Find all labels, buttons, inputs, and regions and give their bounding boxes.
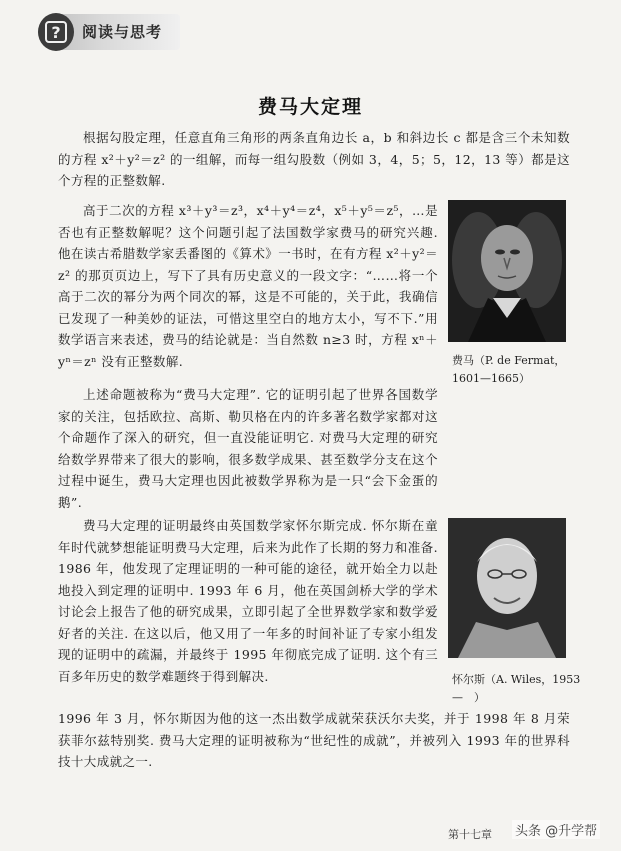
paragraph-wiles-proof: 费马大定理的证明最终由英国数学家怀尔斯完成. 怀尔斯在童年时代就梦想能证明费马大定理，后来为此作了长期的努力和准备. 1986 年，他发现了定理证明的一种可能的途径，就开始全力以赴地投入到定理的证明中. 1993 年 6 月，他在英国剑桥大学的学术讨论会上报告了他的研究成果，立即引起了全世界数学家和数学爱好者的关注. 在这以后，他又用了一年多的时间补证了专家小组发现的证明中的疏漏，并最终于 1995 年彻底完成了证明. 这个有三百多年历史的数学难题终于得到解决. [58,518,438,684]
wiles-caption: 怀尔斯（A. Wiles，1953— ） [452,673,581,704]
wiles-photo [448,518,566,658]
chapter-footer: 第十七章 [448,828,492,841]
article-title: 费马大定理 [257,96,363,118]
svg-text:?: ? [51,23,61,42]
fermat-portrait [448,200,566,342]
fermat-caption: 费马（P. de Fermat，1601—1665） [452,354,566,385]
paragraph-theorem-impact: 上述命题被称为“费马大定理”. 它的证明引起了世界各国数学家的关注，包括欧拉、高斯、勒贝格在内的许多著名数学家都对这个命题作了深入的研究，但一直没能证明它. 对费马大定理的研究给数学界带来了很大的影响，很多数学成果、甚至数学分支在这个过程中诞生，费马大定理也因此被数学界称为是一只“会下金蛋的鹅”. [58,387,438,510]
paragraph-intro: 根据勾股定理，任意直角三角形的两条直角边长 a，b 和斜边长 c 都是含三个未知数的方程 x²＋y²＝z² 的一组解，而每一组勾股数（例如 3，4，5；5，12，13 等）都是这个方程的正整数解. [58,130,570,188]
section-label: 阅读与思考 [82,23,163,41]
paragraph-wiles-awards: 1996 年 3 月，怀尔斯因为他的这一杰出数学成就荣获沃尔夫奖，并于 1998 年 8 月荣获菲尔兹特别奖. 费马大定理的证明被称为“世纪性的成就”，并被列入 1993 年的世界科技十大成就之一. [58,711,570,769]
paragraph-fermat-note: 高于二次的方程 x³＋y³＝z³，x⁴＋y⁴＝z⁴，x⁵＋y⁵＝z⁵，…是否也有正整数解呢？这个问题引起了法国数学家费马的研究兴趣. 他在读古希腊数学家丢番图的《算术》一书时，在有方程 x²＋y²＝z² 的那页页边上，写下了具有历史意义的一段文字：“……将一个高于二次的幂分为两个同次的幂，这是不可能的，关于此，我确信已发现了一种美妙的证法，可惜这里空白的地方太小，写不下.”用数学语言来表述，费马的结论就是：当自然数 n≥3 时，方程 xⁿ＋yⁿ＝zⁿ 没有正整数解. [58,203,438,369]
question-mark-icon [38,13,74,51]
source-watermark: 头条 @升学帮 [512,820,600,839]
